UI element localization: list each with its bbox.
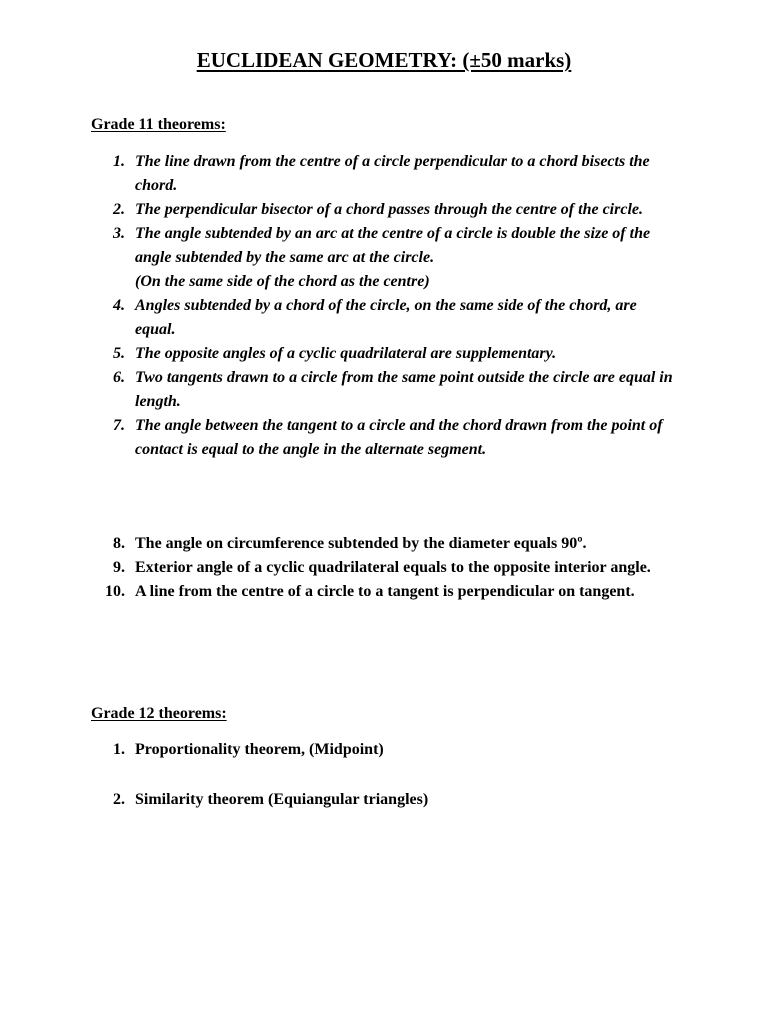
page-title: EUCLIDEAN GEOMETRY: (±50 marks) <box>196 48 572 72</box>
list-item <box>0 150 650 198</box>
list-item <box>0 294 637 342</box>
item-number: 1. <box>113 153 125 170</box>
item-number: 2. <box>113 201 125 218</box>
list-item <box>0 556 651 580</box>
list-item <box>0 738 540 762</box>
item-number: 5. <box>113 345 125 362</box>
item-number: 1. <box>113 741 125 758</box>
list-item <box>0 788 540 812</box>
item-number: 2. <box>113 791 125 808</box>
item-text: The angle between the tangent to a circle and the chord drawn from the point of contact is equal to the angle in the alternate segment. <box>135 417 663 458</box>
item-number: 4. <box>113 297 125 314</box>
item-number: 6. <box>113 369 125 386</box>
item-text: The perpendicular bisector of a chord passes through the centre of the circle. <box>135 201 643 218</box>
list-item <box>0 532 587 556</box>
item-number: 3. <box>113 225 125 242</box>
item-text: A line from the centre of a circle to a tangent is perpendicular on tangent. <box>135 583 635 600</box>
item-text: Proportionality theorem, (Midpoint) <box>135 741 384 758</box>
grade-12-heading: Grade 12 theorems: <box>91 705 227 722</box>
item-text: The angle subtended by an arc at the centre of a circle is double the size of the angle subtended by the same arc at the circle. <box>135 225 651 266</box>
item-text: Exterior angle of a cyclic quadrilateral equals to the opposite interior angle. <box>135 559 651 576</box>
item-number: 9. <box>113 559 125 576</box>
list-item <box>0 414 663 462</box>
item-note: (On the same side of the chord as the centre) <box>135 273 430 290</box>
item-text: Similarity theorem (Equiangular triangles) <box>135 791 429 808</box>
list-item <box>0 198 643 222</box>
item-number: 8. <box>113 535 125 552</box>
item-text: Two tangents drawn to a circle from the same point outside the circle are equal in length. <box>135 369 673 410</box>
grade-11-heading: Grade 11 theorems: <box>91 116 226 133</box>
item-text: The angle on circumference subtended by the diameter equals 90º. <box>135 535 587 552</box>
list-item <box>0 342 557 366</box>
item-text: The line drawn from the centre of a circle perpendicular to a chord bisects the chord. <box>135 153 650 194</box>
grade-12-theorem-list <box>0 738 540 812</box>
grade-11-extra-theorem-list <box>0 532 651 604</box>
item-number: 10. <box>105 583 125 600</box>
list-item <box>0 580 635 604</box>
item-number: 7. <box>113 417 125 434</box>
grade-11-theorem-list <box>0 150 673 462</box>
item-text: The opposite angles of a cyclic quadrilateral are supplementary. <box>135 345 557 362</box>
list-item <box>0 222 651 294</box>
list-item <box>0 366 673 414</box>
item-text: Angles subtended by a chord of the circle, on the same side of the chord, are equal. <box>135 297 637 338</box>
